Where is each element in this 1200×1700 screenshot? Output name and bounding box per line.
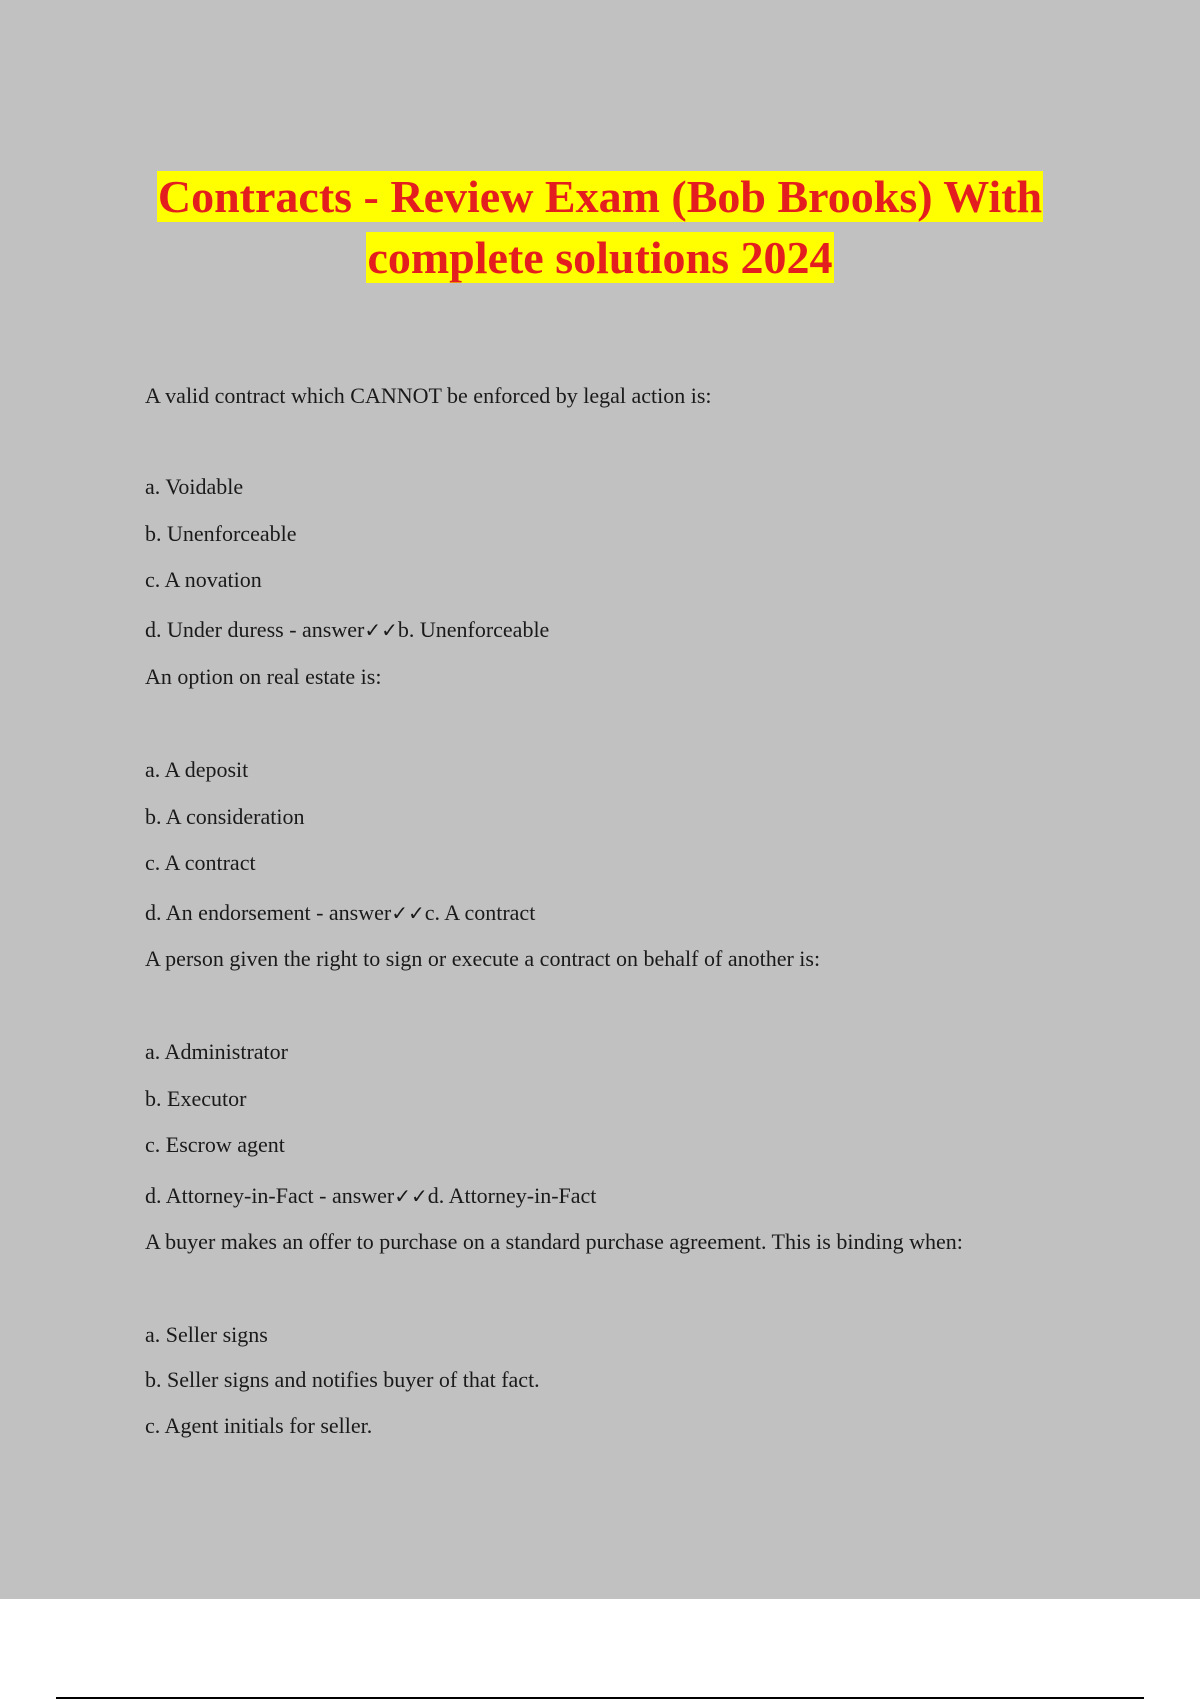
title-line-2: complete solutions 2024 [367, 232, 833, 283]
answer-option: b. Unenforceable [145, 521, 297, 546]
answer-option: c. A novation [145, 567, 262, 592]
title-line-1: Contracts - Review Exam (Bob Brooks) With [157, 171, 1043, 222]
correct-answer: d. Attorney-in-Fact [427, 1183, 597, 1208]
check-icon: ✓✓ [394, 1184, 428, 1208]
answer-option: b. Executor [145, 1086, 247, 1111]
check-icon: ✓✓ [364, 618, 398, 642]
answer-option-with-answer [145, 1182, 596, 1210]
correct-answer: c. A contract [424, 900, 536, 925]
answer-option: c. Escrow agent [145, 1132, 285, 1157]
answer-option: a. Administrator [145, 1039, 288, 1064]
answer-option: d. Attorney-in-Fact - answer [145, 1183, 395, 1208]
check-icon: ✓✓ [391, 901, 425, 925]
document-title [0, 166, 1200, 288]
question-prompt: A buyer makes an offer to purchase on a standard purchase agreement. This is binding when: [145, 1229, 963, 1254]
question-prompt: An option on real estate is: [145, 664, 382, 689]
answer-option: b. A consideration [145, 804, 305, 829]
question-prompt: A person given the right to sign or execute a contract on behalf of another is: [145, 946, 821, 971]
answer-option: d. Under duress - answer [145, 617, 365, 642]
answer-option: c. A contract [145, 850, 256, 875]
answer-option: a. Voidable [145, 474, 244, 499]
answer-option: a. Seller signs [145, 1322, 268, 1347]
answer-option: c. Agent initials for seller. [145, 1413, 373, 1438]
answer-option-with-answer [145, 616, 549, 644]
answer-option-with-answer [145, 899, 535, 927]
answer-option: b. Seller signs and notifies buyer of that fact. [145, 1367, 540, 1392]
correct-answer: b. Unenforceable [397, 617, 550, 642]
answer-option: d. An endorsement - answer [145, 900, 392, 925]
question-prompt: A valid contract which CANNOT be enforced by legal action is: [145, 383, 712, 408]
footer-divider [56, 1697, 1144, 1699]
page-footer [0, 1599, 1200, 1700]
answer-option: a. A deposit [145, 757, 249, 782]
